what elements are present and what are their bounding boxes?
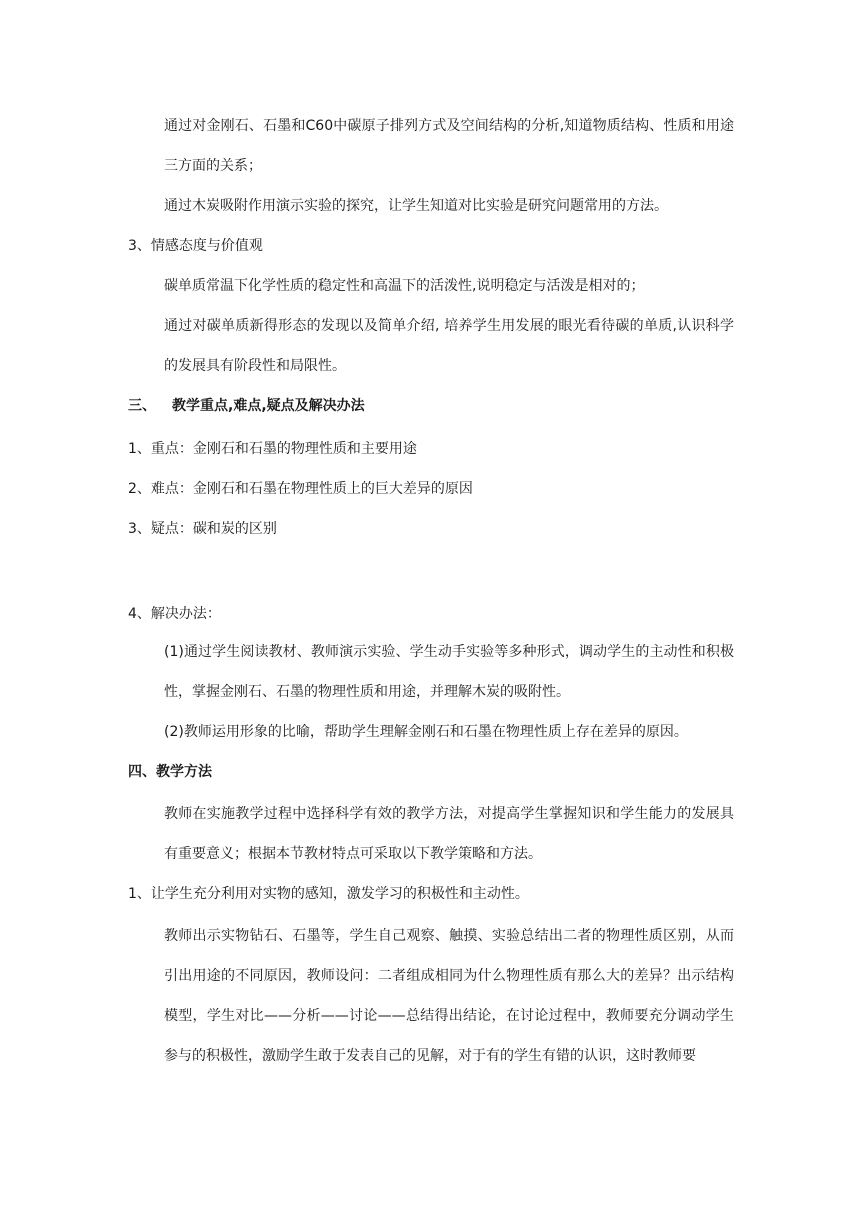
paragraph-solution-1: (1)通过学生阅读教材、教师演示实验、学生动手实验等多种形式，调动学生的主动性和积极性，掌握金刚石、石墨的物理性质和用途，并理解木炭的吸附性。 <box>164 644 734 700</box>
section-title: 教学重点,难点,疑点及解决办法 <box>172 398 365 414</box>
list-item-solution: 4、解决办法： <box>128 606 221 622</box>
section-number: 三、 <box>128 398 156 414</box>
list-item-doubt: 3、疑点：碳和炭的区别 <box>128 521 277 537</box>
paragraph-new-forms: 通过对碳单质新得形态的发现以及简单介绍, 培养学生用发展的眼光看待碳的单质,认识科学的发展具有阶段性和局限性。 <box>164 318 734 374</box>
list-item-difficulty: 2、难点：金刚石和石墨在物理性质上的巨大差异的原因 <box>128 481 473 497</box>
paragraph-stability-activity: 碳单质常温下化学性质的稳定性和高温下的活泼性,说明稳定与活泼是相对的； <box>164 278 645 294</box>
paragraph-adsorption-experiment: 通过木炭吸附作用演示实验的探究，让学生知道对比实验是研究问题常用的方法。 <box>164 198 668 214</box>
section-heading-key-points <box>128 386 734 426</box>
subheading-attitude-values: 3、情感态度与价值观 <box>128 238 263 254</box>
paragraph-structure-analysis: 通过对金刚石、石墨和C60中碳原子排列方式及空间结构的分析,知道物质结构、性质和用途三方面的关系； <box>164 118 734 174</box>
paragraph-method-1: 1、让学生充分利用对实物的感知，激发学习的积极性和主动性。 <box>128 886 529 902</box>
paragraph-method-intro: 教师在实施教学过程中选择科学有效的教学方法，对提高学生掌握知识和学生能力的发展具有重要意义；根据本节教材特点可采取以下教学策略和方法。 <box>164 806 734 862</box>
list-item-key-point: 1、重点：金刚石和石墨的物理性质和主要用途 <box>128 441 417 457</box>
paragraph-method-detail: 教师出示实物钻石、石墨等，学生自己观察、触摸、实验总结出二者的物理性质区别，从而引出用途的不同原因，教师设问：二者组成相同为什么物理性质有那么大的差异？出示结构模型，学生对比——分析——讨论——总结得出结论，在讨论过程中，教师要充分调动学生参与的积极性，激励学生敢于发表自己的见解，对于有的学生有错的认识，这时教师要 <box>164 928 734 1064</box>
paragraph-solution-2: (2)教师运用形象的比喻，帮助学生理解金刚石和石墨在物理性质上存在差异的原因。 <box>164 724 688 740</box>
section-heading-teaching-method: 四、教学方法 <box>128 764 212 780</box>
